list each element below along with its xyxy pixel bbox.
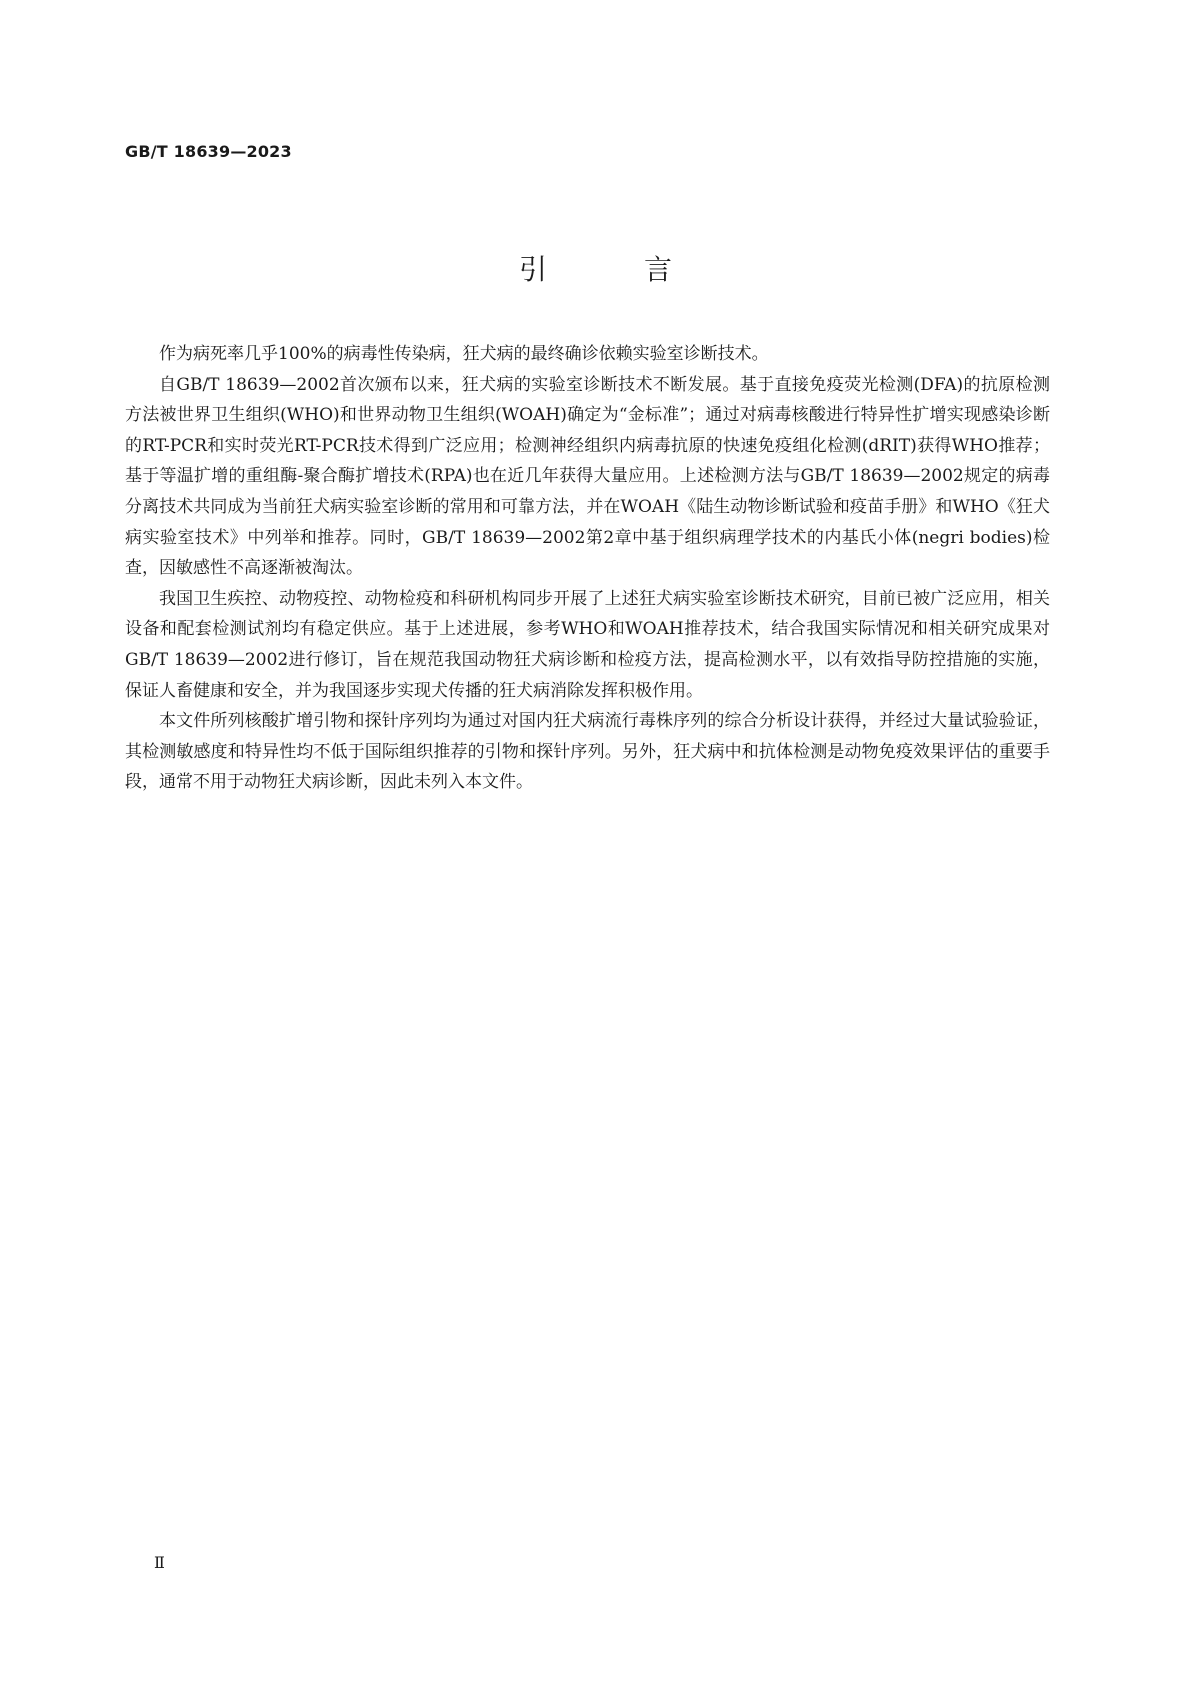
page-number: Ⅱ — [154, 1555, 165, 1572]
paragraph-4: 本文件所列核酸扩增引物和探针序列均为通过对国内狂犬病流行毒株序列的综合分析设计获得，并经过大量试验验证，其检测敏感度和特异性均不低于国际组织推荐的引物和探针序列。另外，狂犬病中和抗体检测是动物免疫效果评估的重要手段，通常不用于动物狂犬病诊断，因此未列入本文件。 — [125, 711, 1050, 793]
body-text — [125, 339, 1050, 798]
paragraph-3: 我国卫生疾控、动物疫控、动物检疫和科研机构同步开展了上述狂犬病实验室诊断技术研究，目前已被广泛应用，相关设备和配套检测试剂均有稳定供应。基于上述进展，参考WHO和WOAH推荐技术，结合我国实际情况和相关研究成果对GB/T 18639—2002进行修订，旨在规范我国动物狂犬病诊断和检疫方法，提高检测水平，以有效指导防控措施的实施，保证人畜健康和安全，并为我国逐步实现犬传播的狂犬病消除发挥积极作用。 — [125, 588, 1050, 701]
paragraph-1: 作为病死率几乎100%的病毒性传染病，狂犬病的最终确诊依赖实验室诊断技术。 — [159, 344, 769, 364]
standard-number: GB/T 18639—2023 — [125, 142, 292, 161]
page-title: 引 言 — [519, 253, 716, 286]
paragraph-2: 自GB/T 18639—2002首次颁布以来，狂犬病的实验室诊断技术不断发展。基于直接免疫荧光检测(DFA)的抗原检测方法被世界卫生组织(WHO)和世界动物卫生组织(WOAH)确定为“金标准”；通过对病毒核酸进行特异性扩增实现感染诊断的RT-PCR和实时荧光RT-PCR技术得到广泛应用；检测神经组织内病毒抗原的快速免疫组化检测(dRIT)获得WHO推荐；基于等温扩增的重组酶-聚合酶扩增技术(RPA)也在近几年获得大量应用。上述检测方法与GB/T 18639—2002规定的病毒分离技术共同成为当前狂犬病实验室诊断的常用和可靠方法，并在WOAH《陆生动物诊断试验和疫苗手册》和WHO《狂犬病实验室技术》中列举和推荐。同时，GB/T 18639—2002第2章中基于组织病理学技术的内基氏小体(negri bodies)检查，因敏感性不高逐渐被淘汰。 — [125, 374, 1050, 579]
